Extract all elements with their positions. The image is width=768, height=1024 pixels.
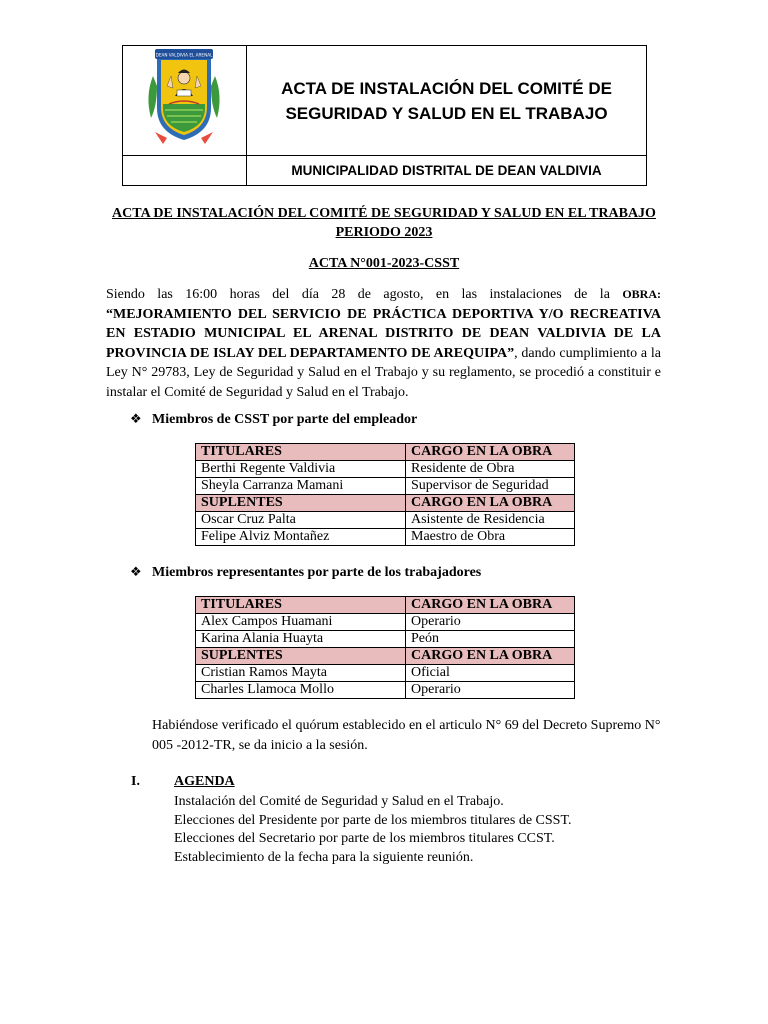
quorum-line2: 005 -2012-TR, se da inicio a la sesión. (152, 738, 368, 753)
table-row (196, 682, 575, 699)
member-name: Sheyla Carranza Mamani (196, 478, 406, 495)
agenda-list (174, 793, 571, 867)
header-title-line2: SEGURIDAD Y SALUD EN EL TRABAJO (285, 103, 608, 123)
agenda-number: I. (131, 774, 140, 789)
quorum-line1: Habiéndose verificado el quórum establecido en el articulo N° 69 del Decreto Supremo N° (152, 718, 661, 733)
table-row (196, 631, 575, 648)
document-title-line2: PERIODO 2023 (335, 225, 433, 240)
table-header-cell: CARGO EN LA OBRA (406, 597, 575, 614)
logo-banner-text: DEAN VALDIVIA EL ARENAL (155, 52, 213, 58)
worker-members-table (195, 596, 575, 699)
table-header-cell: CARGO EN LA OBRA (406, 444, 575, 461)
quorum-paragraph (152, 716, 672, 756)
member-name: Cristian Ramos Mayta (196, 665, 406, 682)
intro-paragraph (106, 285, 661, 402)
member-role: Operario (406, 614, 575, 631)
member-name: Felipe Alviz Montañez (196, 529, 406, 546)
header-title (247, 46, 646, 155)
member-name: Berthi Regente Valdivia (196, 461, 406, 478)
table-row (196, 478, 575, 495)
table-row (196, 529, 575, 546)
table-header-row (196, 495, 575, 512)
municipality-logo (145, 46, 223, 144)
obra-label: OBRA: (622, 287, 661, 301)
agenda-title: AGENDA (174, 774, 235, 789)
table-row (196, 614, 575, 631)
member-name: Charles Llamoca Mollo (196, 682, 406, 699)
member-role: Residente de Obra (406, 461, 575, 478)
document-title (100, 204, 668, 242)
table-header-row (196, 444, 575, 461)
acta-number: ACTA N°001-2023-CSST (308, 256, 460, 271)
document-header (122, 45, 647, 186)
table-header-cell: TITULARES (196, 597, 406, 614)
member-role: Peón (406, 631, 575, 648)
table-header-row (196, 648, 575, 665)
member-role: Operario (406, 682, 575, 699)
header-municipality: MUNICIPALIDAD DISTRITAL DE DEAN VALDIVIA (291, 163, 602, 178)
table-row (196, 461, 575, 478)
diamond-bullet-icon: ❖ (130, 412, 142, 427)
agenda-item: Establecimiento de la fecha para la siguiente reunión. (174, 849, 474, 865)
member-name: Karina Alania Huayta (196, 631, 406, 648)
agenda-item: Elecciones del Secretario por parte de los miembros titulares CCST. (174, 831, 555, 846)
agenda-item: Instalación del Comité de Seguridad y Salud en el Trabajo. (174, 794, 504, 809)
table-header-cell: CARGO EN LA OBRA (406, 648, 575, 665)
member-role: Supervisor de Seguridad (406, 478, 575, 495)
document-title-line1: ACTA DE INSTALACIÓN DEL COMITÉ DE SEGURIDAD Y SALUD EN EL TRABAJO (112, 206, 656, 221)
member-role: Oficial (406, 665, 575, 682)
employer-heading-text: Miembros de CSST por parte del empleador (152, 412, 418, 427)
table-row (196, 512, 575, 529)
table-header-cell: SUPLENTES (196, 495, 406, 512)
table-row (196, 665, 575, 682)
member-name: Alex Campos Huamani (196, 614, 406, 631)
agenda-item: Elecciones del Presidente por parte de los miembros titulares de CSST. (174, 812, 572, 828)
table-header-cell: TITULARES (196, 444, 406, 461)
table-header-cell: CARGO EN LA OBRA (406, 495, 575, 512)
worker-heading-text: Miembros representantes por parte de los trabajadores (152, 565, 482, 580)
worker-section-heading (130, 565, 481, 581)
obra-name: “MEJORAMIENTO DEL SERVICIO DE PRÁCTICA DEPORTIVA Y/O RECREATIVA EN ESTADIO MUNICIPAL EL ARENAL DISTRITO DE DEAN VALDIVIA DE LA PROVINCIA DE ISLAY DEL DEPARTAMENTO DE AREQUIPA” (106, 306, 661, 361)
table-header-cell: SUPLENTES (196, 648, 406, 665)
intro-text-part1: Siendo las 16:00 horas del día 28 de agosto, en las instalaciones de la (106, 287, 623, 302)
header-title-line1: ACTA DE INSTALACIÓN DEL COMITÉ DE (281, 78, 612, 98)
table-header-row (196, 597, 575, 614)
diamond-bullet-icon: ❖ (130, 565, 142, 580)
employer-section-heading (130, 412, 417, 428)
intro-text-part2: , dando cumplimiento a la Ley N° 29783, Ley de Seguridad y Salud en el Trabajo y su reglamento, se procedió a constituir e instalar el Comité de Seguridad y Salud en el Trabajo. (106, 345, 662, 400)
member-name: Oscar Cruz Palta (196, 512, 406, 529)
employer-members-table (195, 443, 575, 546)
member-role: Asistente de Residencia (406, 512, 575, 529)
member-role: Maestro de Obra (406, 529, 575, 546)
